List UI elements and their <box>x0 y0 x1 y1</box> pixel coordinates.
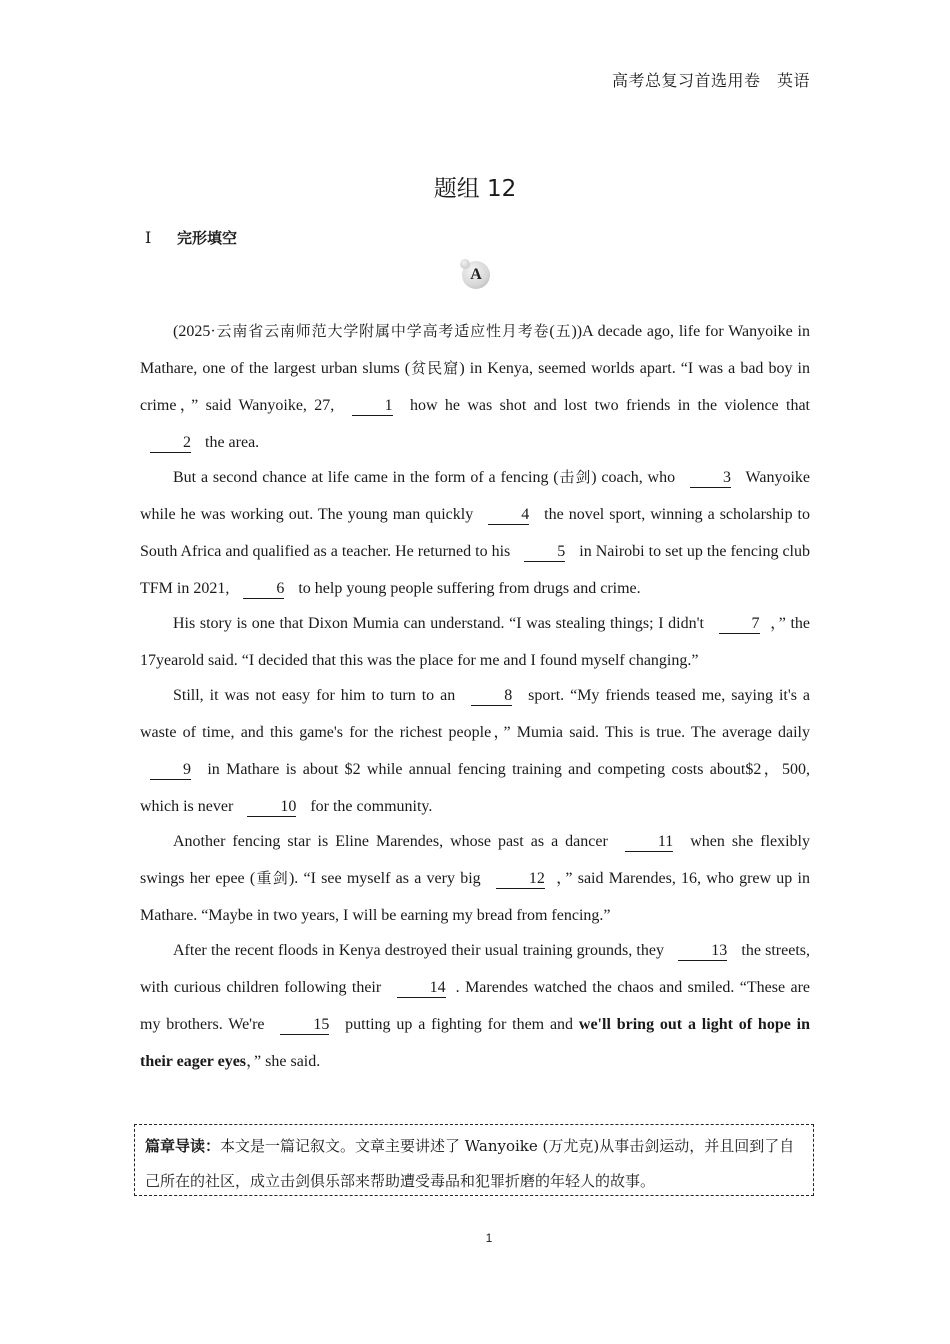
passage-text: the novel sport, winning a scholarship to South Africa and qualified as a teacher. He returned to his <box>140 506 810 560</box>
passage-paragraph <box>140 605 810 679</box>
passage-text: ). “I see myself as a very big <box>288 870 486 887</box>
passage-paragraph <box>140 932 810 1080</box>
cloze-blank-1: 1 <box>352 397 393 416</box>
passage-text: 重剑 <box>255 869 289 887</box>
passage-text: for the community. <box>306 798 433 815</box>
cloze-blank-14: 14 <box>397 979 446 998</box>
passage-text: ))A decade ago, life for Wanyoike in Mathare, one of the largest urban slums ( <box>140 323 810 377</box>
passage-text: ) in Kenya, seemed worlds apart. “I was a bad boy in crime，” said Wanyoike, 27, <box>140 360 810 414</box>
highlighted-sentence: we'll bring out a light of hope in their eager eyes <box>140 1016 810 1070</box>
passage-text: ) coach, who <box>591 469 680 486</box>
passage-text: ，” she said. <box>246 1053 321 1070</box>
cloze-blank-15: 15 <box>280 1016 329 1035</box>
passage-text: ，” the 17yearold said. “I decided that this was the place for me and I found myself changing.” <box>140 615 810 669</box>
section-label: 完形填空 <box>177 229 238 247</box>
section-numeral: Ⅰ <box>145 230 152 247</box>
cloze-blank-4: 4 <box>488 506 529 525</box>
passage-text: when she flexibly swings her epee ( <box>140 833 811 887</box>
cloze-blank-12: 12 <box>496 870 545 889</box>
passage-text: 击剑 <box>558 468 592 486</box>
page-number: 1 <box>485 1231 493 1245</box>
passage-paragraph <box>140 823 810 934</box>
passage-text: to help young people suffering from drugs and crime. <box>294 580 641 597</box>
cloze-blank-5: 5 <box>524 543 565 562</box>
running-header: 高考总复习首选用卷 英语 <box>611 73 810 90</box>
passage-text: ，” said Marendes, 16, who grew up in Mathare. “Maybe in two years, I will be earning my bread from fencing.” <box>140 870 810 924</box>
passage-text: 五 <box>554 322 572 340</box>
cloze-blank-8: 8 <box>471 687 512 706</box>
cloze-blank-10: 10 <box>247 798 296 817</box>
passage-text: But a second chance at life came in the form of a fencing ( <box>173 469 559 486</box>
passage-text: 云南省云南师范大学附属中学高考适应性月考卷 <box>215 322 550 340</box>
cloze-passage <box>140 313 810 1080</box>
passage-a-badge-icon <box>460 259 492 291</box>
passage-text: Another fencing star is Eline Marendes, whose past as a dancer <box>173 833 615 850</box>
passage-text: how he was shot and lost two friends in the violence that <box>402 397 810 414</box>
badge-letter: A <box>470 266 482 283</box>
guide-text: 本文是一篇记叙文。文章主要讲述了 Wanyoike (万尤克)从事击剑运动，并且回到了自己所在的社区，成立击剑俱乐部来帮助遭受毒品和犯罪折磨的年轻人的故事。 <box>145 1137 795 1190</box>
passage-text: 贫民窟 <box>410 359 460 377</box>
guide-label: 篇章导读： <box>145 1137 221 1155</box>
passage-text: After the recent floods in Kenya destroyed their usual training grounds, they <box>173 942 669 959</box>
cloze-blank-2: 2 <box>150 434 191 453</box>
passage-text: sport. “My friends teased me, saying it's a waste of time, and this game's for the richest people，” Mumia said. This is true. The average daily <box>140 687 811 741</box>
passage-text: in Mathare is about $2 while annual fencing training and competing costs about$2，500, which is never <box>140 761 811 815</box>
passage-paragraph <box>140 459 810 607</box>
section-heading <box>145 227 237 248</box>
cloze-blank-11: 11 <box>625 833 673 852</box>
cloze-blank-13: 13 <box>678 942 727 961</box>
passage-paragraph <box>140 677 810 825</box>
passage-text: Wanyoike while he was working out. The young man quickly <box>140 469 811 523</box>
cloze-blank-3: 3 <box>690 469 731 488</box>
passage-text: His story is one that Dixon Mumia can understand. “I was stealing things; I didn't <box>173 615 709 632</box>
passage-text: Still, it was not easy for him to turn to an <box>173 687 462 704</box>
passage-text: ( <box>549 323 555 340</box>
passage-guide-box <box>134 1124 814 1196</box>
cloze-blank-6: 6 <box>243 580 284 599</box>
page-title: 题组 12 <box>433 176 517 202</box>
passage-text: the streets, with curious children following their <box>140 942 811 996</box>
cloze-blank-7: 7 <box>719 615 760 634</box>
passage-text: the area. <box>201 434 260 451</box>
passage-text: in Nairobi to set up the fencing club TFM in 2021, <box>140 543 810 597</box>
passage-paragraph <box>140 313 810 461</box>
passage-text: (2025· <box>173 323 216 340</box>
passage-text: . Marendes watched the chaos and smiled. “These are my brothers. We're <box>140 979 811 1033</box>
passage-text: putting up a fighting for them and <box>339 1016 579 1033</box>
cloze-blank-9: 9 <box>150 761 191 780</box>
